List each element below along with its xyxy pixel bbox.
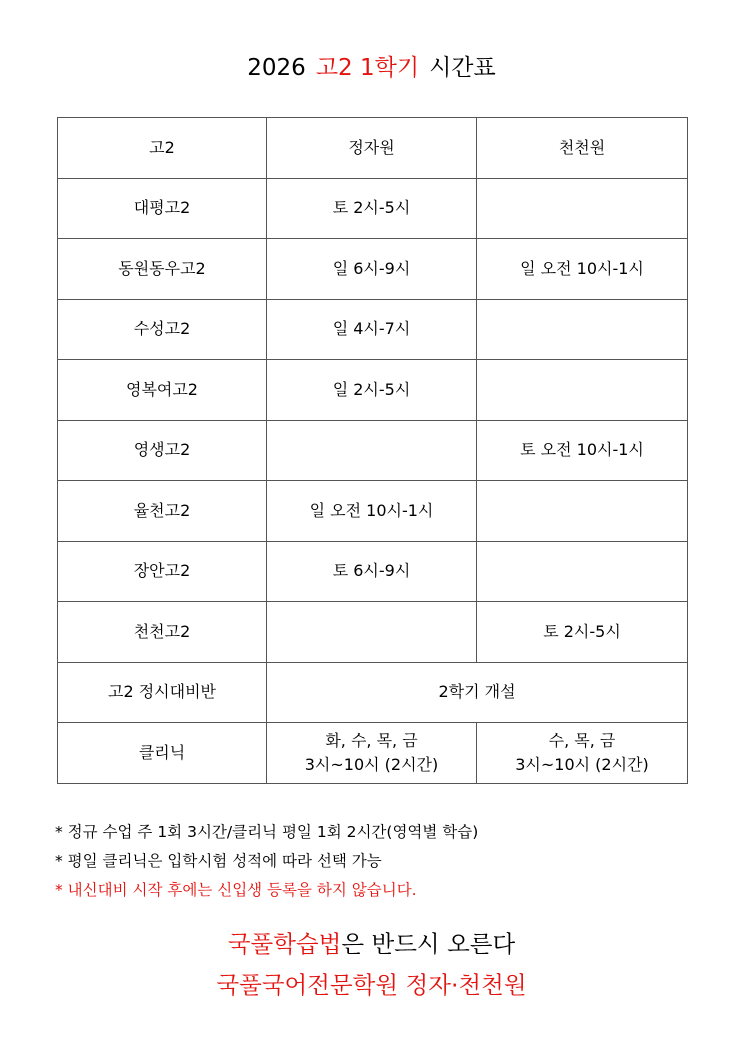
jeongja-time-cell: 일 4시-7시 bbox=[267, 299, 477, 360]
notes-list bbox=[55, 818, 715, 905]
table-row bbox=[58, 541, 688, 602]
clinic-jeongja-time: 3시~10시 (2시간) bbox=[304, 754, 439, 774]
table-row bbox=[58, 299, 688, 360]
school-cell: 영복여고2 bbox=[58, 360, 267, 421]
clinic-jeongja-cell bbox=[267, 723, 477, 784]
school-cell: 동원동우고2 bbox=[58, 239, 267, 300]
school-cell: 수성고2 bbox=[58, 299, 267, 360]
note-item: * 평일 클리닉은 입학시험 성적에 따라 선택 가능 bbox=[55, 852, 382, 870]
table-row bbox=[58, 360, 688, 421]
table-row bbox=[58, 178, 688, 239]
special-class-label: 고2 정시대비반 bbox=[58, 662, 267, 723]
timetable bbox=[57, 117, 688, 784]
cheoncheon-time-cell: 일 오전 10시-1시 bbox=[477, 239, 688, 300]
jeongja-time-cell: 일 2시-5시 bbox=[267, 360, 477, 421]
special-class-value: 2학기 개설 bbox=[267, 662, 688, 723]
note-item: * 정규 수업 주 1회 3시간/클리닉 평일 1회 2시간(영역별 학습) bbox=[55, 823, 479, 841]
jeongja-time-cell bbox=[267, 420, 477, 481]
academy-branches: 정자·천천원 bbox=[405, 971, 527, 999]
slogan-line bbox=[0, 924, 743, 964]
table-row bbox=[58, 602, 688, 663]
jeongja-time-cell: 토 2시-5시 bbox=[267, 178, 477, 239]
academy-name: 국풀국어전문학원 bbox=[216, 971, 399, 999]
table-row bbox=[58, 239, 688, 300]
header-cell-cheoncheon: 천천원 bbox=[477, 118, 688, 179]
clinic-cheoncheon-time: 3시~10시 (2시간) bbox=[515, 754, 649, 774]
school-cell: 율천고2 bbox=[58, 481, 267, 542]
clinic-label: 클리닉 bbox=[58, 723, 267, 784]
note-item-warning: * 내신대비 시작 후에는 신입생 등록을 하지 않습니다. bbox=[55, 881, 417, 899]
title-suffix: 시간표 bbox=[429, 55, 496, 81]
jeongja-time-cell: 일 6시-9시 bbox=[267, 239, 477, 300]
slogan-method: 국풀학습법 bbox=[227, 930, 342, 958]
cheoncheon-time-cell: 토 오전 10시-1시 bbox=[477, 420, 688, 481]
table-row bbox=[58, 481, 688, 542]
table-row-special bbox=[58, 662, 688, 723]
jeongja-time-cell: 토 6시-9시 bbox=[267, 541, 477, 602]
header-cell-grade: 고2 bbox=[58, 118, 267, 179]
cheoncheon-time-cell bbox=[477, 541, 688, 602]
clinic-cheoncheon-cell bbox=[477, 723, 688, 784]
jeongja-time-cell bbox=[267, 602, 477, 663]
school-cell: 영생고2 bbox=[58, 420, 267, 481]
clinic-cheoncheon-days: 수, 목, 금 bbox=[548, 730, 616, 750]
cheoncheon-time-cell bbox=[477, 299, 688, 360]
school-cell: 천천고2 bbox=[58, 602, 267, 663]
header-cell-jeongja: 정자원 bbox=[267, 118, 477, 179]
clinic-jeongja-days: 화, 수, 목, 금 bbox=[325, 730, 418, 750]
academy-line bbox=[0, 965, 743, 1005]
table-header-row bbox=[58, 118, 688, 179]
table-row bbox=[58, 420, 688, 481]
school-cell: 장안고2 bbox=[58, 541, 267, 602]
title-grade-term: 고2 1학기 bbox=[315, 55, 420, 81]
cheoncheon-time-cell: 토 2시-5시 bbox=[477, 602, 688, 663]
cheoncheon-time-cell bbox=[477, 360, 688, 421]
page-title bbox=[0, 48, 743, 88]
jeongja-time-cell: 일 오전 10시-1시 bbox=[267, 481, 477, 542]
cheoncheon-time-cell bbox=[477, 178, 688, 239]
title-year: 2026 bbox=[247, 55, 306, 81]
table-row-clinic bbox=[58, 723, 688, 784]
cheoncheon-time-cell bbox=[477, 481, 688, 542]
slogan-rest: 은 반드시 오른다 bbox=[341, 930, 516, 958]
school-cell: 대평고2 bbox=[58, 178, 267, 239]
